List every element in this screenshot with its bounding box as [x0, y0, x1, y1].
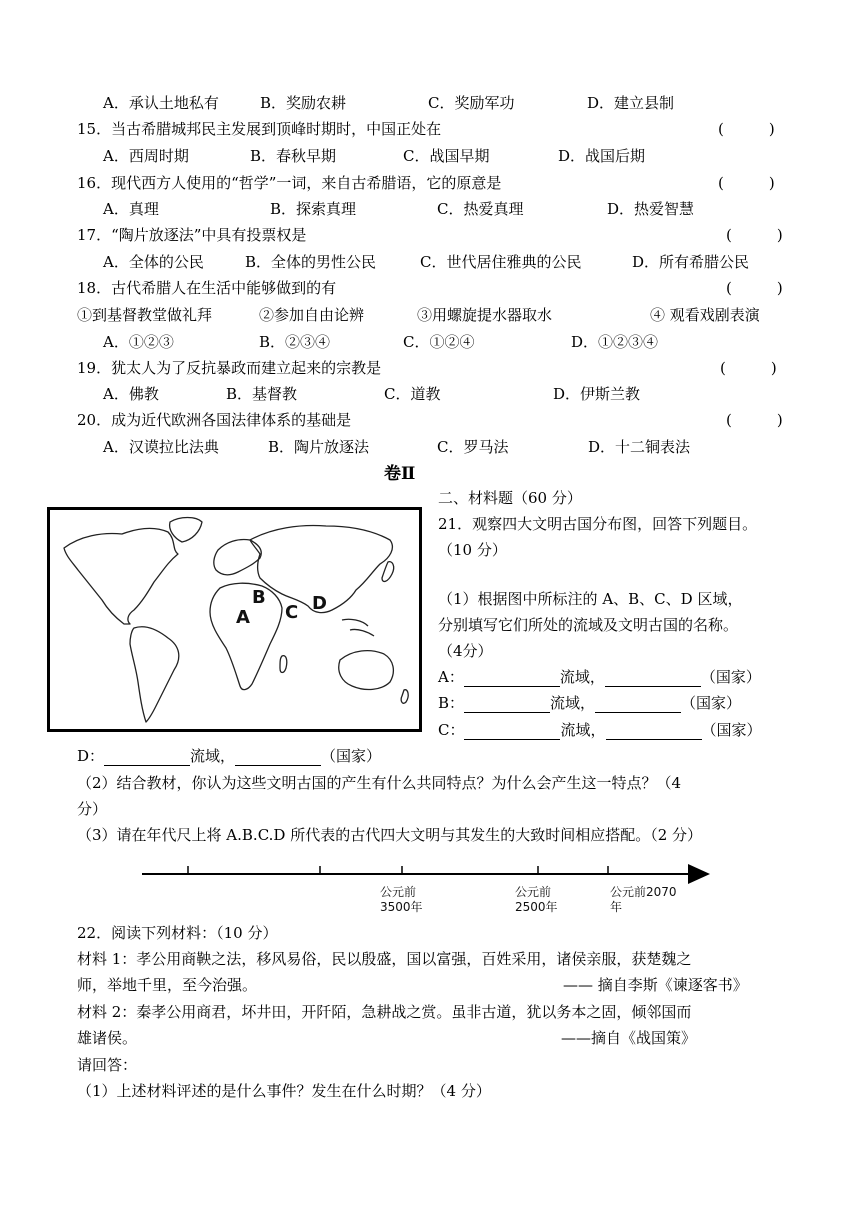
south-america-outline [130, 627, 179, 722]
q17-option-c: C．世代居住雅典的公民 [420, 253, 582, 271]
q18-option-d: D．①②③④ [571, 333, 659, 351]
q16-answer-paren: ( ) [718, 174, 775, 192]
q19-option-a: A．佛教 [103, 385, 159, 403]
q21-stem-line1: 21．观察四大文明古国分布图，回答下列题目。 [438, 515, 758, 533]
q18-item-3: ③用螺旋提水器取水 [417, 306, 553, 324]
q18-option-b: B．②③④ [259, 333, 331, 351]
q18-answer-paren: ( ) [726, 279, 783, 297]
blank-basin-text: 流域， [559, 668, 605, 686]
basin-blank[interactable] [464, 696, 550, 713]
q17-option-b: B．全体的男性公民 [245, 253, 377, 271]
country-blank[interactable] [606, 723, 702, 740]
australia-outline [339, 651, 394, 690]
north-america-outline [64, 528, 178, 624]
japan-outline [382, 562, 394, 582]
blank-country-text: （国家） [701, 721, 762, 739]
q16-stem: 16．现代西方人使用的“哲学”一词，来自古希腊语，它的原意是 [77, 174, 502, 192]
q19-option-c: C．道教 [384, 385, 441, 403]
q20-answer-paren: ( ) [726, 411, 783, 429]
timeline-label-2-top: 公元前 [515, 885, 552, 899]
q21-sub3: （3）请在年代尺上将 A.B.C.D 所代表的古代四大文明与其发生的大致时间相应搭配。（2 分） [77, 826, 703, 844]
q15-option-b: B．春秋早期 [250, 147, 337, 165]
country-blank[interactable] [595, 696, 681, 713]
q14-option-a: A．承认土地私有 [103, 94, 219, 112]
q19-option-d: D．伊斯兰教 [553, 385, 641, 403]
map-label-c: C [285, 602, 299, 623]
q19-option-b: B．基督教 [226, 385, 298, 403]
basin-blank[interactable] [104, 749, 190, 766]
q14-option-d: D．建立县制 [587, 94, 675, 112]
timeline-label-1-bottom: 3500年 [380, 900, 423, 914]
part2-heading: 二、材料题（60 分） [438, 489, 582, 507]
q18-option-c: C．①②④ [403, 333, 475, 351]
timeline-drawing [140, 856, 715, 926]
timeline-label-2-bottom: 2500年 [515, 900, 558, 914]
blank-letter: D： [77, 747, 105, 765]
country-blank[interactable] [605, 670, 701, 687]
q22-material2-line2: 雄诸侯。 [77, 1029, 138, 1047]
africa-outline [210, 583, 282, 689]
q16-option-b: B．探索真理 [270, 200, 357, 218]
q21-blank-row-a [438, 667, 761, 687]
q20-option-c: C．罗马法 [437, 438, 509, 456]
q17-answer-paren: ( ) [726, 226, 783, 244]
q22-material2-source: ——摘自《战国策》 [561, 1029, 697, 1047]
q22-material1-line2: 师，举地千里，至今治强。 [77, 976, 258, 994]
q22-material1-line1: 材料 1：孝公用商鞅之法，移风易俗，民以殷盛，国以富强，百姓采用，诸侯亲服，获楚魏之 [77, 950, 692, 968]
q21-sub1-line1: （1）根据图中所标注的 A、B、C、D 区域， [438, 590, 743, 608]
timeline-label-3-top: 公元前2070 [610, 885, 677, 899]
q15-option-c: C．战国早期 [403, 147, 490, 165]
blank-country-text: （国家） [681, 694, 742, 712]
q15-answer-paren: ( ) [718, 120, 775, 138]
q22-material1-source: —— 摘自李斯《谏逐客书》 [563, 976, 748, 994]
q17-stem: 17．“陶片放逐法”中具有投票权是 [77, 226, 307, 244]
q22-sub1: （1）上述材料评述的是什么事件？发生在什么时期？（4 分） [77, 1082, 491, 1100]
q21-sub1-line3: （4分） [438, 642, 493, 660]
q18-item-4: ④ 观看戏剧表演 [650, 306, 760, 324]
blank-letter: A： [438, 668, 464, 686]
q19-stem: 19．犹太人为了反抗暴政而建立起来的宗教是 [77, 359, 382, 377]
q16-option-d: D．热爱智慧 [607, 200, 695, 218]
europe-outline [214, 539, 261, 574]
greenland-outline [170, 518, 202, 543]
blank-letter: B： [438, 694, 465, 712]
q17-option-a: A．全体的公民 [103, 253, 204, 271]
q21-sub2-line2: 分） [77, 800, 108, 818]
q21-blank-row-d [77, 746, 381, 766]
map-label-d: D [312, 593, 327, 614]
world-map-drawing [50, 510, 419, 729]
q14-option-c: C．奖励军功 [428, 94, 515, 112]
q18-item-1: ①到基督教堂做礼拜 [77, 306, 213, 324]
q21-blank-row-b [438, 693, 741, 713]
q17-option-d: D．所有希腊公民 [632, 253, 750, 271]
basin-blank[interactable] [464, 723, 560, 740]
blank-basin-text: 流域， [190, 747, 236, 765]
q18-option-a: A．①②③ [103, 333, 174, 351]
q20-option-d: D．十二铜表法 [588, 438, 691, 456]
blank-country-text: （国家） [321, 747, 382, 765]
map-label-b: B [252, 587, 266, 608]
q15-option-a: A．西周时期 [103, 147, 189, 165]
new-zealand-outline [401, 690, 408, 704]
q15-option-d: D．战国后期 [558, 147, 646, 165]
country-blank[interactable] [235, 749, 321, 766]
q18-stem: 18．古代希腊人在生活中能够做到的有 [77, 279, 337, 297]
q21-stem-line2: （10 分） [438, 541, 507, 559]
southeast-asia-islands-outline [342, 619, 374, 636]
blank-letter: C： [438, 721, 465, 739]
timeline-label-1-top: 公元前 [380, 885, 417, 899]
blank-basin-text: 流域， [550, 694, 596, 712]
q21-blank-row-c [438, 720, 762, 740]
madagascar-outline [280, 656, 287, 673]
blank-basin-text: 流域， [560, 721, 606, 739]
world-map [47, 507, 422, 732]
q21-sub2-line1: （2）结合教材，你认为这些文明古国的产生有什么共同特点？为什么会产生这一特点？（4 [77, 774, 682, 792]
blank-country-text: （国家） [700, 668, 761, 686]
q16-option-a: A．真理 [103, 200, 159, 218]
q20-option-b: B．陶片放逐法 [268, 438, 370, 456]
q22-stem: 22．阅读下列材料：（10 分） [77, 924, 278, 942]
map-label-a: A [236, 607, 250, 628]
q20-stem: 20．成为近代欧洲各国法律体系的基础是 [77, 411, 352, 429]
q18-item-2: ②参加自由论辨 [259, 306, 365, 324]
basin-blank[interactable] [464, 670, 560, 687]
q21-sub1-line2: 分别填写它们所处的流域及文明古国的名称。 [438, 616, 739, 634]
timeline-arrowhead [688, 864, 710, 884]
section-title: 卷Ⅱ [384, 464, 416, 484]
q16-option-c: C．热爱真理 [437, 200, 524, 218]
q19-answer-paren: ( ) [720, 359, 777, 377]
q22-material2-line1: 材料 2：秦孝公用商君，坏井田，开阡陌，急耕战之赏。虽非古道，犹以务本之固，倾邻国而 [77, 1003, 692, 1021]
timeline [140, 856, 715, 926]
q22-ask: 请回答： [77, 1056, 138, 1074]
q14-option-b: B．奖励农耕 [260, 94, 347, 112]
timeline-label-3-bottom: 年 [610, 900, 623, 914]
q20-option-a: A．汉谟拉比法典 [103, 438, 219, 456]
q15-stem: 15．当古希腊城邦民主发展到顶峰时期时，中国正处在 [77, 120, 442, 138]
